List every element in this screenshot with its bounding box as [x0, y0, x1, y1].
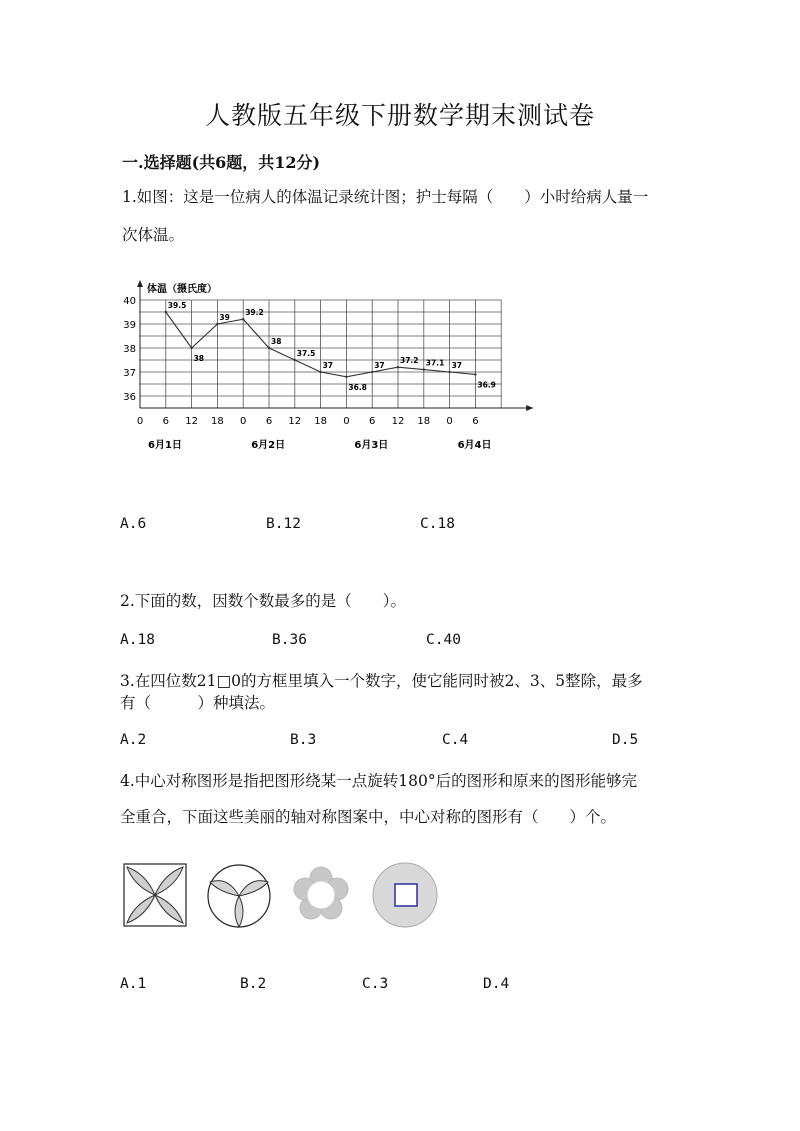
chart-x-tick-label: 12: [391, 416, 405, 427]
chart-y-tick-label: 36: [123, 392, 136, 403]
chart-data-label: 37: [374, 361, 385, 370]
question-4-option-b[interactable]: B.2: [240, 976, 267, 992]
chart-data-point: [397, 366, 399, 368]
chart-data-point: [216, 323, 218, 325]
chart-data-point: [165, 311, 167, 313]
chart-data-label: 39.2: [245, 308, 264, 318]
chart-data-point: [294, 359, 296, 361]
chart-y-tick-label: 40: [123, 296, 136, 307]
question-3-option-c[interactable]: C.4: [442, 732, 469, 748]
chart-x-tick-label: 18: [314, 416, 327, 427]
chart-data-label: 38: [193, 354, 205, 363]
chart-data-point: [190, 347, 192, 349]
chart-data-point: [423, 368, 425, 370]
chart-data-label: 37.1: [425, 358, 445, 368]
question-1-line-1: 1.如图：这是一位病人的体温记录统计图；护士每隔（ ）小时给病人量一: [122, 188, 649, 206]
chart-x-tick-label: 6: [369, 416, 376, 427]
chart-x-tick-label: 6: [472, 416, 479, 427]
chart-x-tick-label: 0: [446, 416, 453, 427]
chart-data-point: [448, 371, 450, 373]
chart-x-axis-arrow: [526, 405, 533, 411]
chart-data-point: [242, 318, 244, 320]
chart-y-tick-label: 37: [123, 368, 136, 379]
chart-data-label: 36.8: [348, 382, 367, 392]
chart-data-point: [268, 347, 270, 349]
figure-flower: [294, 867, 348, 919]
question-1-line-2: 次体温。: [122, 226, 185, 244]
question-4-option-a[interactable]: A.1: [120, 976, 147, 992]
chart-day-label: 6月3日: [354, 440, 389, 451]
question-4-option-d[interactable]: D.4: [483, 976, 510, 992]
chart-x-tick-label: 12: [185, 416, 198, 427]
chart-x-tick-label: 0: [343, 416, 350, 427]
chart-day-label: 6月1日: [148, 440, 182, 451]
chart-y-tick-label: 38: [123, 344, 136, 355]
chart-day-label: 6月4日: [457, 440, 492, 451]
question-3-line-1: 3.在四位数21□0的方框里填入一个数字，使它能同时被2、3、5整除，最多: [120, 672, 643, 690]
chart-y-axis-arrow: [137, 280, 143, 287]
section-heading: 一.选择题(共6题，共12分): [122, 153, 321, 172]
chart-x-tick-label: 0: [240, 416, 247, 427]
question-3-option-a[interactable]: A.2: [120, 732, 147, 748]
question-4-option-c[interactable]: C.3: [362, 976, 389, 992]
chart-data-label: 37: [322, 361, 334, 370]
chart-data-point: [319, 371, 321, 373]
question-3-option-b[interactable]: B.3: [290, 732, 317, 748]
chart-data-label: 38: [271, 337, 282, 346]
question-3-line-2: 有（ ）种填法。: [120, 694, 276, 712]
chart-y-axis-label: 体温（摄氏度）: [147, 284, 217, 295]
figure-circle-square: [373, 863, 437, 927]
page-title: 人教版五年级下册数学期末测试卷: [204, 101, 595, 130]
chart-data-point: [371, 371, 373, 373]
question-2-option-b[interactable]: B.36: [272, 632, 307, 648]
chart-x-tick-label: 12: [288, 416, 302, 427]
chart-data-label: 39.5: [167, 301, 187, 310]
chart-data-label: 37: [451, 361, 463, 370]
chart-data-label: 37.2: [400, 356, 419, 366]
chart-data-label: 37.5: [296, 349, 316, 358]
question-4-line-1: 4.中心对称图形是指把图形绕某一点旋转180°后的图形和原来的图形能够完: [120, 772, 638, 790]
chart-y-tick-label: 39: [123, 320, 136, 331]
question-2-option-c[interactable]: C.40: [426, 632, 461, 648]
chart-data-label: 39: [219, 313, 230, 322]
chart-data-point: [474, 373, 476, 375]
question-1-option-c[interactable]: C.18: [420, 516, 455, 532]
chart-x-tick-label: 18: [417, 416, 431, 427]
figure-square-petals: [124, 864, 186, 926]
symmetry-figures: [118, 856, 448, 940]
question-2-option-a[interactable]: A.18: [120, 632, 155, 648]
chart-day-label: 6月2日: [251, 440, 286, 451]
temperature-chart: [120, 270, 540, 480]
chart-x-tick-label: 6: [162, 416, 169, 427]
question-1-option-b[interactable]: B.12: [266, 516, 301, 532]
question-3-option-d[interactable]: D.5: [612, 732, 639, 748]
chart-data-label: 36.9: [477, 380, 496, 390]
question-4-line-2: 全重合，下面这些美丽的轴对称图案中，中心对称的图形有（ ）个。: [120, 808, 617, 826]
chart-x-tick-label: 6: [265, 416, 273, 427]
chart-data-point: [345, 376, 347, 378]
question-2-line-1: 2.下面的数，因数个数最多的是（ ）。: [120, 592, 407, 610]
chart-x-tick-label: 18: [211, 416, 224, 427]
chart-x-tick-label: 0: [136, 416, 144, 427]
figure-circle-three-petals: [208, 865, 270, 927]
question-1-option-a[interactable]: A.6: [120, 516, 147, 532]
